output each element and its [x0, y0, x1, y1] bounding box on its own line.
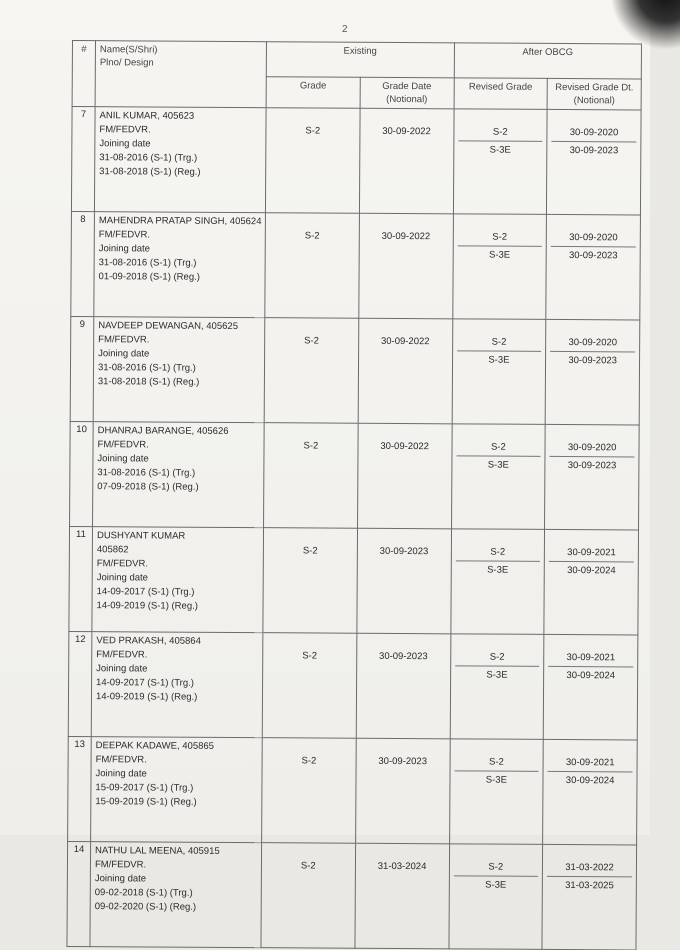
revised-grade-cell — [449, 739, 543, 845]
joining-label: Joining date — [99, 138, 151, 150]
revised-date-1: 30-09-2021 — [548, 649, 633, 668]
existing-grade-date: 30-09-2023 — [355, 738, 449, 844]
revised-date-cell — [547, 109, 641, 215]
revised-date-2: 30-09-2023 — [569, 145, 619, 157]
revised-grade-1: S-2 — [457, 333, 542, 352]
employee-cell — [91, 632, 263, 738]
page-number: 2 — [342, 24, 348, 35]
employee-cell — [91, 737, 263, 843]
joining-reg-date: 07-09-2018 (S-1) (Reg.) — [97, 481, 199, 493]
revised-date-2: 30-09-2024 — [567, 565, 616, 577]
revised-grade-2: S-3E — [489, 144, 511, 156]
row-number: 12 — [68, 631, 92, 736]
table-row — [68, 736, 638, 844]
employee-cell — [94, 107, 266, 213]
table-row — [70, 421, 640, 529]
joining-reg-date: 09-02-2020 (S-1) (Reg.) — [94, 901, 197, 913]
employee-design: FM/FEDVR. — [98, 229, 151, 241]
employee-design: FM/FEDVR. — [95, 754, 147, 766]
employee-design: FM/FEDVR. — [98, 334, 150, 346]
revised-date-cell — [545, 319, 639, 425]
revised-date-2: 30-09-2024 — [565, 775, 615, 787]
existing-grade-date: 30-09-2022 — [359, 108, 453, 214]
employee-design: FM/FEDVR. — [94, 859, 147, 871]
revised-grade-cell — [450, 634, 544, 740]
header-revised-date-line2: (Notional) — [573, 95, 615, 107]
existing-grade: S-2 — [262, 738, 356, 844]
existing-grade-date: 30-09-2022 — [359, 213, 453, 319]
existing-grade-date: 31-03-2024 — [355, 843, 449, 949]
revised-grade-2: S-3E — [488, 354, 510, 366]
row-number: 13 — [68, 736, 92, 841]
joining-trg-date: 14-09-2017 (S-1) (Trg.) — [96, 677, 194, 689]
employee-name: NATHU LAL MEENA, 405915 — [95, 845, 220, 857]
joining-trg-date: 31-08-2016 (S-1) (Trg.) — [97, 467, 196, 479]
joining-trg-date: 09-02-2018 (S-1) (Trg.) — [94, 887, 193, 899]
existing-grade: S-2 — [263, 528, 357, 634]
revised-grade-cell — [450, 529, 544, 635]
table-header-row — [72, 41, 641, 79]
header-grade-date: Grade Date (Notional) — [360, 77, 454, 109]
header-no: # — [72, 41, 95, 107]
revised-date-cell — [545, 424, 639, 530]
revised-grade-2: S-3E — [487, 459, 509, 471]
joining-trg-date: 31-08-2016 (S-1) (Trg.) — [99, 152, 198, 164]
header-after-obcg: After OBCG — [454, 43, 642, 79]
header-revised-date — [547, 78, 641, 110]
revised-date-1: 30-09-2020 — [550, 334, 635, 353]
employee-design: FM/FEDVR. — [99, 124, 151, 136]
joining-trg-date: 31-08-2016 (S-1) (Trg.) — [97, 362, 196, 374]
existing-grade: S-2 — [262, 633, 356, 739]
revised-date-2: 31-03-2025 — [565, 880, 614, 892]
revised-grade-2: S-3E — [485, 774, 507, 786]
row-number: 14 — [67, 841, 91, 946]
revised-grade-cell — [452, 319, 546, 425]
revised-grade-cell — [452, 214, 546, 320]
existing-grade-date: 30-09-2022 — [358, 318, 452, 424]
row-number: 10 — [70, 421, 94, 526]
joining-reg-date: 01-09-2018 (S-1) (Reg.) — [98, 271, 200, 283]
employee-cell — [90, 842, 262, 948]
joining-label: Joining date — [98, 243, 150, 255]
revised-grade-1: S-2 — [454, 753, 539, 772]
employee-design: FM/FEDVR. — [96, 649, 148, 661]
existing-grade: S-2 — [264, 318, 358, 424]
revised-grade-2: S-3E — [486, 669, 508, 681]
joining-label: Joining date — [96, 572, 148, 584]
revised-grade-1: S-2 — [457, 228, 542, 247]
revised-date-2: 30-09-2023 — [568, 250, 618, 262]
revised-grade-2: S-3E — [485, 879, 507, 891]
joining-label: Joining date — [96, 663, 148, 675]
table-row — [68, 631, 638, 739]
joining-reg-date: 15-09-2019 (S-1) (Reg.) — [95, 796, 197, 808]
table-row — [71, 211, 641, 319]
joining-trg-date: 14-09-2017 (S-1) (Trg.) — [96, 586, 195, 598]
revised-date-cell — [542, 844, 636, 950]
existing-grade-date: 30-09-2022 — [357, 423, 451, 529]
revised-grade-2: S-3E — [487, 564, 509, 576]
existing-grade: S-2 — [265, 213, 359, 319]
revised-date-2: 30-09-2023 — [567, 460, 617, 472]
revised-grade-cell — [453, 109, 547, 215]
revised-grade-1: S-2 — [453, 858, 538, 877]
revised-date-cell — [546, 214, 640, 320]
revised-grade-1: S-2 — [455, 543, 540, 562]
employee-cell — [93, 422, 265, 528]
joining-reg-date: 14-09-2019 (S-1) (Reg.) — [95, 691, 198, 703]
employee-cell — [93, 317, 265, 423]
header-existing: Existing — [266, 42, 454, 78]
existing-grade-date: 30-09-2023 — [357, 528, 451, 634]
employee-name: VED PRAKASH, 405864 — [96, 635, 201, 647]
row-number: 11 — [69, 526, 93, 631]
header-name-line2: Plno/ Design — [99, 57, 154, 69]
joining-reg-date: 14-09-2019 (S-1) (Reg.) — [96, 600, 198, 612]
table-row — [69, 526, 639, 634]
revised-grade-1: S-2 — [456, 438, 541, 457]
revised-date-1: 30-09-2021 — [549, 544, 634, 563]
joining-label: Joining date — [97, 453, 149, 465]
revised-date-cell — [543, 739, 637, 845]
employee-plno: 405862 — [96, 544, 129, 556]
joining-trg-date: 15-09-2017 (S-1) (Trg.) — [95, 782, 194, 794]
joining-reg-date: 31-08-2018 (S-1) (Reg.) — [97, 376, 200, 388]
row-number: 8 — [71, 211, 95, 316]
revised-grade-2: S-3E — [488, 249, 511, 261]
employee-name: DUSHYANT KUMAR — [96, 530, 186, 542]
revised-grade-1: S-2 — [458, 123, 543, 142]
joining-trg-date: 31-08-2016 (S-1) (Trg.) — [98, 257, 197, 269]
employee-name: NAVDEEP DEWANGAN, 405625 — [98, 320, 239, 333]
table-row — [67, 841, 637, 949]
existing-grade: S-2 — [264, 423, 358, 529]
employee-cell — [94, 212, 266, 318]
header-revised-grade: Revised Grade — [454, 78, 548, 110]
header-name — [95, 41, 266, 108]
revised-date-2: 30-09-2023 — [568, 355, 618, 367]
employee-cell — [92, 527, 264, 633]
header-name-line1: Name(S/Shri) — [99, 44, 158, 56]
revised-date-cell — [544, 529, 638, 635]
table-row — [70, 316, 640, 424]
row-number: 9 — [70, 316, 94, 421]
revised-date-2: 30-09-2024 — [566, 670, 616, 682]
employee-design: FM/FEDVR. — [96, 558, 149, 570]
revised-grade-cell — [448, 844, 542, 950]
revised-date-1: 30-09-2021 — [548, 754, 633, 773]
existing-grade-date: 30-09-2023 — [356, 633, 450, 739]
existing-grade: S-2 — [261, 843, 355, 949]
revised-grade-cell — [451, 424, 545, 530]
employee-design: FM/FEDVR. — [97, 439, 149, 451]
employee-name: DHANRAJ BARANGE, 405626 — [97, 425, 229, 437]
joining-label: Joining date — [94, 873, 147, 885]
obcg-grade-table — [66, 40, 642, 950]
header-grade: Grade — [266, 77, 360, 109]
revised-grade-1: S-2 — [455, 648, 540, 667]
employee-name: MAHENDRA PRATAP SINGH, 405624 — [98, 215, 262, 228]
revised-date-1: 30-09-2020 — [551, 229, 636, 248]
header-revised-date-line1: Revised Grade Dt. — [555, 81, 634, 94]
table-row — [71, 107, 641, 215]
row-number: 7 — [71, 107, 95, 212]
existing-grade: S-2 — [265, 108, 359, 214]
revised-date-1: 31-03-2022 — [547, 859, 632, 878]
revised-date-cell — [543, 634, 637, 740]
revised-date-1: 30-09-2020 — [550, 439, 635, 458]
revised-date-1: 30-09-2020 — [552, 124, 637, 143]
employee-name: ANIL KUMAR, 405623 — [99, 110, 195, 122]
employee-name: DEEPAK KADAWE, 405865 — [95, 740, 215, 752]
joining-label: Joining date — [98, 348, 150, 360]
joining-label: Joining date — [95, 768, 147, 780]
joining-reg-date: 31-08-2018 (S-1) (Reg.) — [99, 166, 201, 178]
